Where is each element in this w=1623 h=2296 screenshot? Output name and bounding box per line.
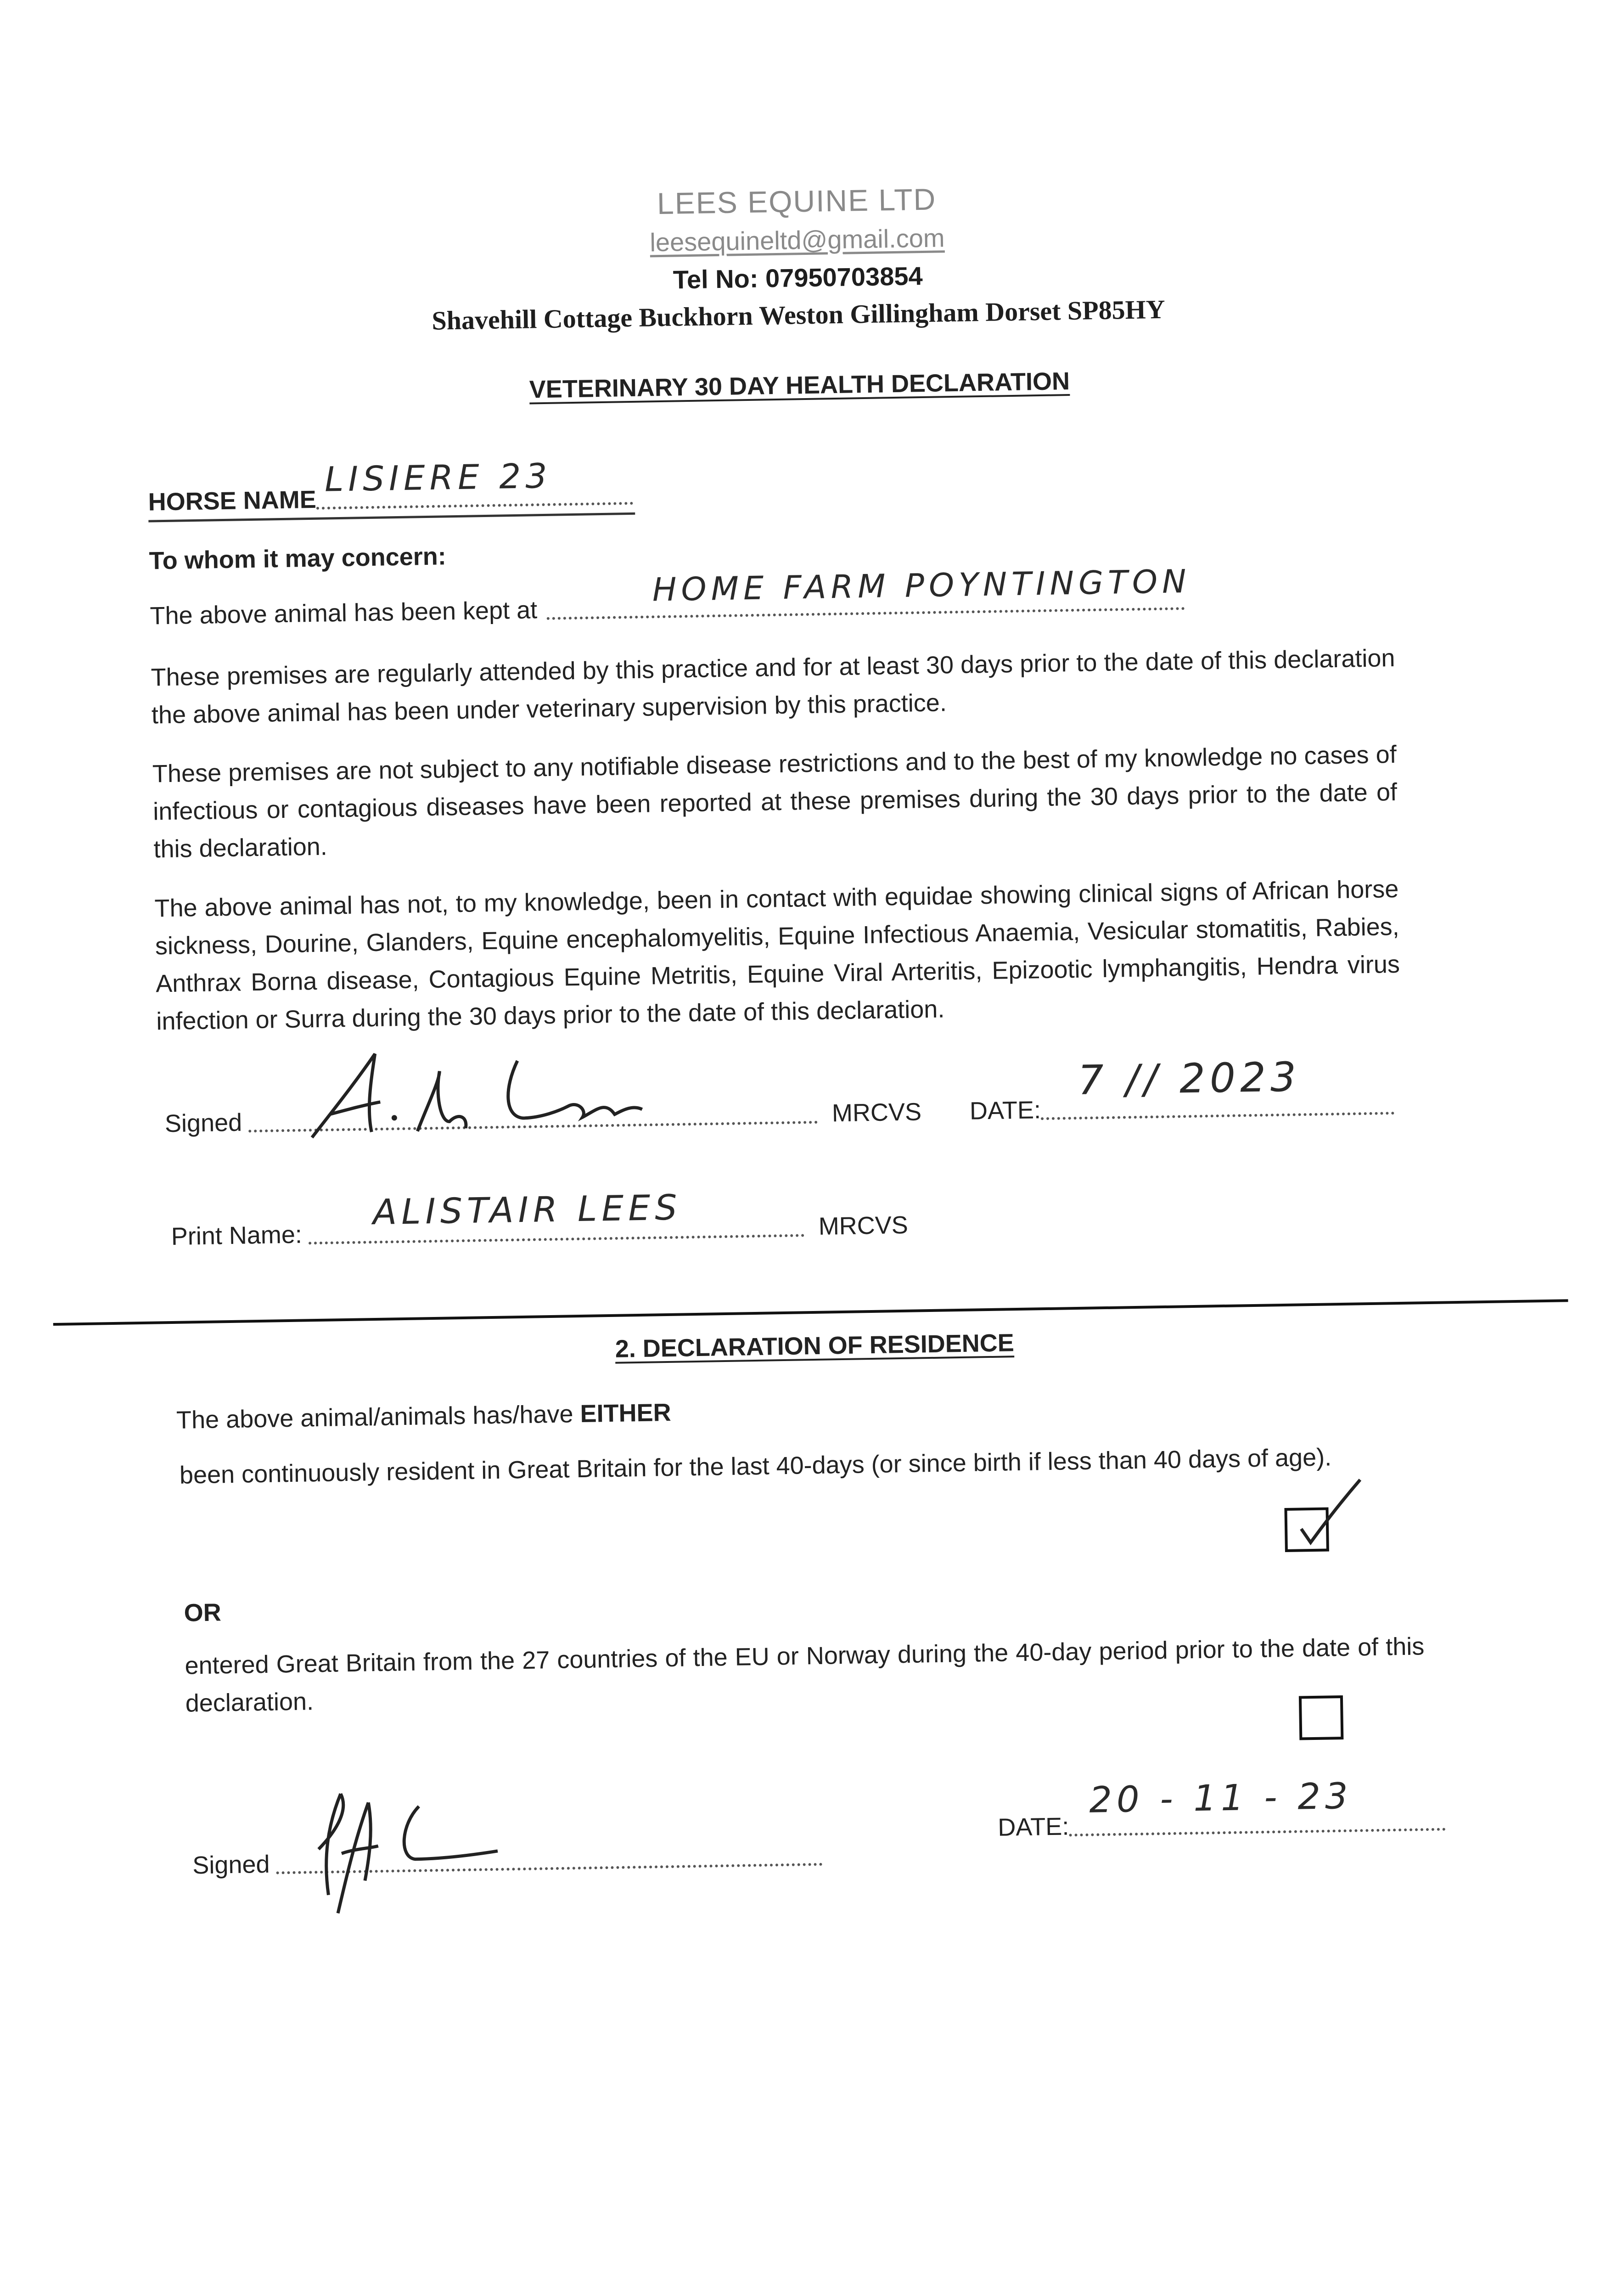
vet-signed-mrcvs: MRCVS	[831, 1098, 922, 1127]
horse-name-label: HORSE NAME	[148, 485, 317, 516]
checkmark-icon	[1282, 1473, 1375, 1566]
vet-date-value: 7 // 2023	[1077, 1053, 1301, 1104]
print-name-mrcvs: MRCVS	[818, 1211, 909, 1240]
vet-date-label: DATE:	[969, 1096, 1041, 1125]
section-1-heading: VETERINARY 30 DAY HEALTH DECLARATION	[529, 367, 1070, 404]
option-resident-text: been continuously resident in Great Britain for the last 40-days (or since birth if less than 40 days of age).	[179, 1443, 1332, 1489]
kept-at-label: The above animal has been kept at	[150, 596, 538, 630]
salutation: To whom it may concern:	[149, 542, 447, 575]
or-label: OR	[184, 1598, 222, 1627]
option-entered-checkbox[interactable]	[1299, 1695, 1343, 1740]
owner-date-value: 20 - 11 - 23	[1089, 1775, 1353, 1821]
option-resident-checkbox[interactable]	[1284, 1507, 1329, 1552]
company-phone: Tel No: 07950703854	[673, 261, 923, 294]
email-link[interactable]: leesequineltd@gmail.com	[649, 223, 945, 257]
company-address: Shavehill Cottage Buckhorn Weston Gillingham Dorset SP85HY	[431, 294, 1166, 336]
vet-signature	[301, 1041, 651, 1147]
section-2-heading: 2. DECLARATION OF RESIDENCE	[615, 1329, 1015, 1363]
either-emphasis: EITHER	[580, 1398, 672, 1428]
print-name-label: Print Name:	[171, 1221, 303, 1250]
print-name-value: ALISTAIR LEES	[372, 1187, 682, 1233]
residence-intro: The above animal/animals has/have EITHER	[176, 1398, 672, 1434]
kept-at-value: HOME FARM POYNTINGTON	[652, 562, 1191, 609]
no-restrictions-paragraph: These premises are not subject to any notifiable disease restrictions and to the best of my knowledge no cases of infectious or contagious diseases have been reported at these premises during the 30 days prior to the date of this declaration.	[152, 740, 1398, 863]
company-name: LEES EQUINE LTD	[657, 182, 937, 221]
section-divider	[53, 1299, 1568, 1326]
vet-signed-label: Signed	[164, 1109, 242, 1138]
no-contact-paragraph: The above animal has not, to my knowledge, been in contact with equidae showing clinical signs of African horse sickness, Dourine, Glanders, Equine encephalomyelitis, Equine Infectious Anaemia, Vesicular stomatitis, Rabies, Anthrax Borna disease, Contagious Equine Metritis, Equine Viral Arteritis, Epizootic lymphangitis, Hendra virus infection or Surra during the 30 days prior to the date of this declaration.	[154, 875, 1400, 1035]
option-entered-text: entered Great Britain from the 27 countries of the EU or Norway during the 40-day period prior to the date of this declaration.	[185, 1632, 1425, 1717]
supervision-paragraph: These premises are regularly attended by this practice and for at least 30 days prior to the date of this declaration the above animal has been under veterinary supervision by this practice.	[151, 644, 1395, 729]
owner-signed-label: Signed	[192, 1850, 270, 1880]
owner-signature	[299, 1781, 577, 1923]
horse-name-value: LISIERE 23	[324, 456, 552, 500]
owner-date-label: DATE:	[997, 1812, 1069, 1841]
